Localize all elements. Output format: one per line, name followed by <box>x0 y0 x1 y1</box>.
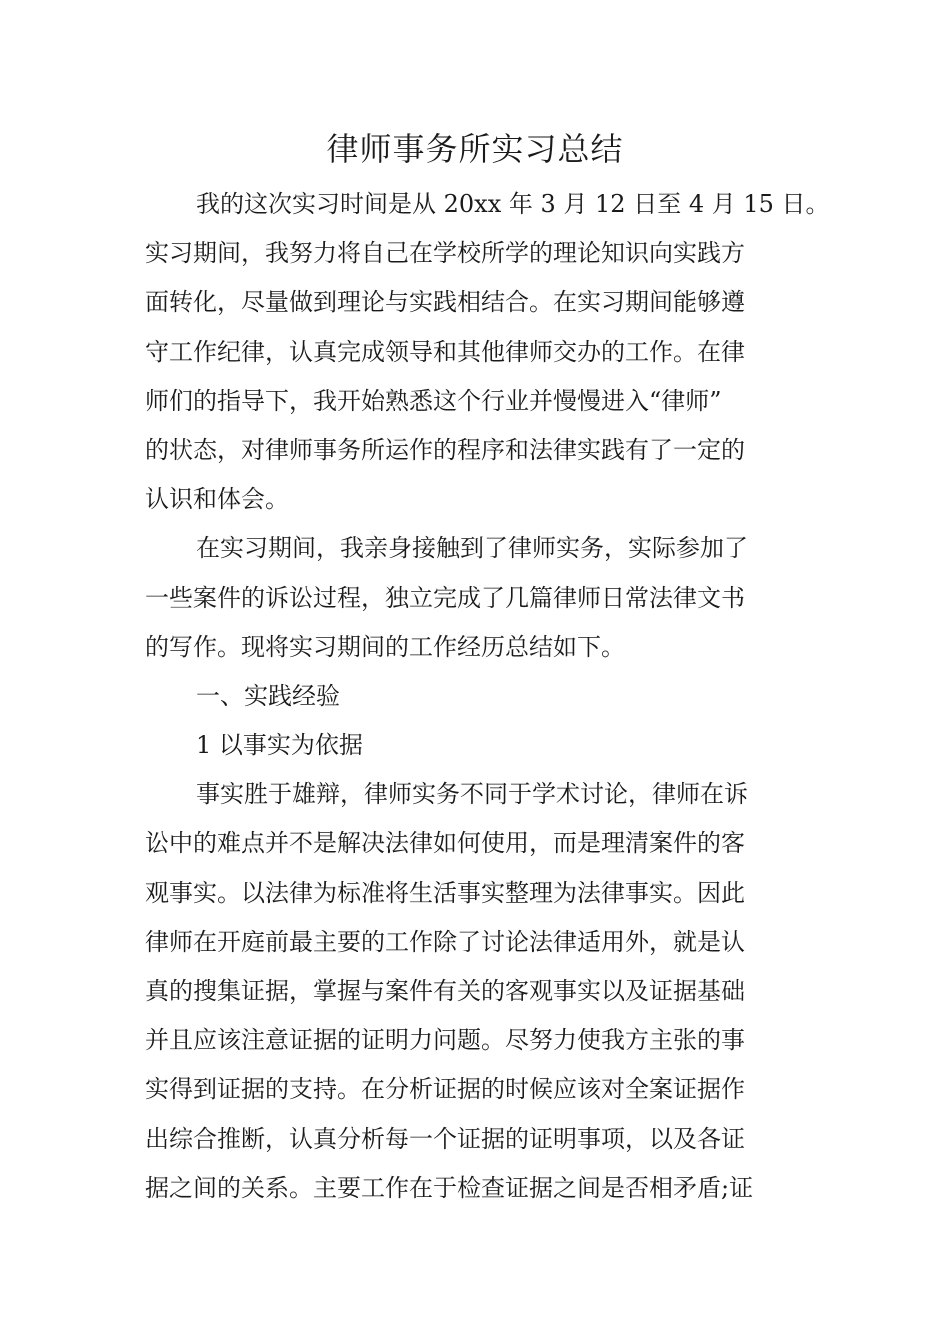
body-line: 认识和体会。 <box>145 485 289 514</box>
body-line: 真的搜集证据，掌握与案件有关的客观事实以及证据基础 <box>145 977 745 1005</box>
body-line: 观事实。以法律为标准将生活事实整理为法律事实。因此 <box>145 878 745 907</box>
body-line: 事实胜于雄辩，律师实务不同于学术讨论，律师在诉 <box>196 780 748 809</box>
body-line: 师们的指导下，我开始熟悉这个行业并慢慢进入“律师” <box>145 386 722 415</box>
body-line: 出综合推断，认真分析每一个证据的证明事项，以及各证 <box>145 1124 745 1153</box>
body-line: 守工作纪律，认真完成领导和其他律师交办的工作。在律 <box>145 337 745 366</box>
body-line: 在实习期间，我亲身接触到了律师实务，实际参加了 <box>196 534 748 563</box>
body-line: 的状态，对律师事务所运作的程序和法律实践有了一定的 <box>145 435 745 464</box>
document-title: 律师事务所实习总结 <box>326 130 624 168</box>
document-body <box>145 180 830 1213</box>
body-line: 面转化，尽量做到理论与实践相结合。在实习期间能够遵 <box>145 288 745 317</box>
body-line: 实得到证据的支持。在分析证据的时候应该对全案证据作 <box>145 1075 745 1104</box>
body-line: 实习期间，我努力将自己在学校所学的理论知识向实践方 <box>145 239 745 268</box>
body-line: 并且应该注意证据的证明力问题。尽努力使我方主张的事 <box>145 1026 745 1055</box>
body-line: 一、实践经验 <box>196 681 340 710</box>
body-line: 律师在开庭前最主要的工作除了讨论法律适用外，就是认 <box>145 927 745 956</box>
body-line: 讼中的难点并不是解决法律如何使用，而是理清案件的客 <box>145 829 745 858</box>
body-line: 一些案件的诉讼过程，独立完成了几篇律师日常法律文书 <box>145 583 745 612</box>
body-line: 我的这次实习时间是从 20xx 年 3 月 12 日至 4 月 15 日。 <box>196 190 830 218</box>
body-line: 1 以事实为依据 <box>196 731 363 760</box>
body-line: 据之间的关系。主要工作在于检查证据之间是否相矛盾;证 <box>145 1173 754 1202</box>
body-line: 的写作。现将实习期间的工作经历总结如下。 <box>145 632 625 661</box>
